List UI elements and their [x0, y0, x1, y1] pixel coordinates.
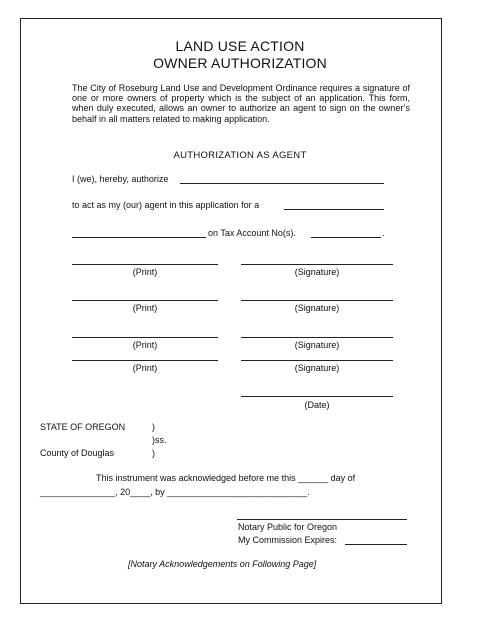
signature-line-3[interactable] [241, 337, 393, 338]
print-line-4[interactable] [72, 360, 218, 361]
footer-note: [Notary Acknowledgements on Following Page] [128, 559, 317, 569]
notary-public-label: Notary Public for Oregon [238, 522, 338, 532]
commission-expires-label: My Commission Expires: [238, 535, 338, 545]
tax-account-label: on Tax Account No(s). [208, 228, 296, 238]
ss-label: )ss. [152, 435, 167, 445]
acknowledged-line-2: _______________, 20____, by ____________________________. [40, 487, 310, 497]
agent-label: to act as my (our) agent in this application for a [72, 200, 260, 210]
signature-caption-3: (Signature) [294, 340, 340, 350]
application-type-field[interactable] [284, 209, 384, 210]
print-caption-1: (Print) [132, 267, 158, 277]
section-heading: AUTHORIZATION AS AGENT [173, 150, 307, 161]
signature-caption-4: (Signature) [294, 363, 340, 373]
authorize-label: I (we), hereby, authorize [72, 174, 169, 184]
date-line[interactable] [241, 396, 393, 397]
commission-expires-field[interactable] [345, 544, 407, 545]
print-line-2[interactable] [72, 300, 218, 301]
title-line-1: LAND USE ACTION [175, 38, 305, 54]
print-caption-2: (Print) [132, 303, 158, 313]
state-label: STATE OF OREGON [40, 422, 126, 432]
property-field[interactable] [72, 237, 206, 238]
signature-caption-2: (Signature) [294, 303, 340, 313]
tax-account-period: . [382, 228, 385, 238]
title-line-2: OWNER AUTHORIZATION [153, 55, 327, 71]
agent-name-field[interactable] [180, 183, 384, 184]
tax-account-field[interactable] [311, 237, 381, 238]
print-caption-3: (Print) [132, 340, 158, 350]
state-paren: ) [152, 422, 155, 432]
print-caption-4: (Print) [132, 363, 158, 373]
signature-line-1[interactable] [241, 264, 393, 265]
signature-caption-1: (Signature) [294, 267, 340, 277]
signature-line-2[interactable] [241, 300, 393, 301]
county-label: County of Douglas [40, 448, 115, 458]
signature-line-4[interactable] [241, 360, 393, 361]
notary-signature-line[interactable] [237, 519, 407, 520]
acknowledged-text: This instrument was acknowledged before me this ______ day of [96, 473, 356, 483]
print-line-1[interactable] [72, 264, 218, 265]
county-paren: ) [152, 448, 155, 458]
print-line-3[interactable] [72, 337, 218, 338]
date-caption: (Date) [304, 400, 330, 410]
intro-paragraph: The City of Roseburg Land Use and Development Ordinance requires a signature of one or more owners of property which is the subject of an application. This form, when duly executed, allows an owner to authorize an agent to sign on the owner’s behalf in all matters related to making application. [72, 83, 410, 124]
